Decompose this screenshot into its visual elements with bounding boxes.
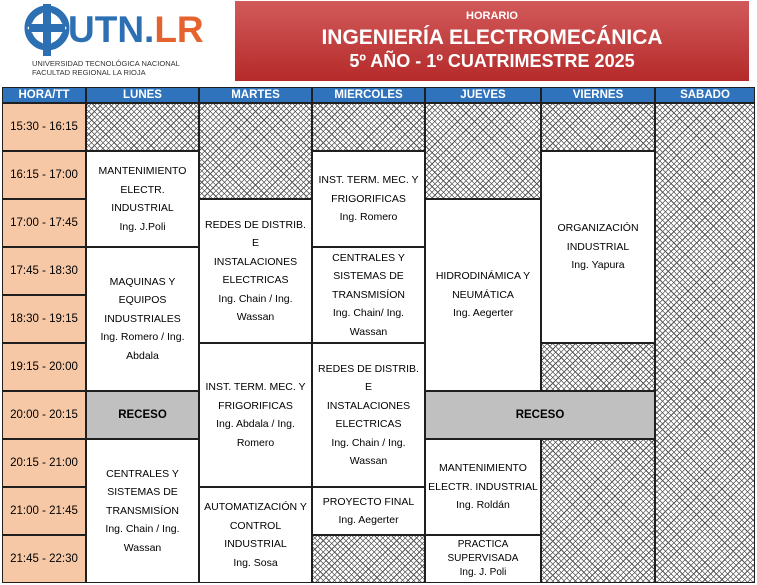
class-line: CONTROL bbox=[229, 519, 282, 532]
empty-slot-jueves bbox=[425, 103, 541, 199]
header-jueves: JUEVES bbox=[425, 87, 541, 103]
time-slot: 21:00 - 21:45 bbox=[2, 487, 86, 535]
class-block-mar-auto bbox=[199, 487, 312, 583]
class-line: CENTRALES Y bbox=[332, 251, 405, 264]
class-block-lun-mant bbox=[86, 151, 199, 247]
empty-slot-miercoles bbox=[312, 535, 425, 583]
logo-subtitle-faculty: FACULTAD REGIONAL LA RIOJA bbox=[32, 68, 146, 77]
class-line: Ing. Chain / Ing. bbox=[331, 436, 406, 449]
receso-block: RECESO bbox=[86, 391, 199, 439]
header-viernes: VIERNES bbox=[541, 87, 655, 103]
class-line: Wassan bbox=[123, 541, 162, 554]
class-block-mie-inst bbox=[312, 151, 425, 247]
time-slot: 15:30 - 16:15 bbox=[2, 103, 86, 151]
empty-slot-viernes bbox=[541, 439, 655, 583]
class-line: Wassan bbox=[349, 325, 388, 338]
class-line: Wassan bbox=[236, 311, 275, 323]
banner-subtitle: 5º AÑO - 1º CUATRIMESTRE 2025 bbox=[349, 51, 635, 71]
banner-title: INGENIERÍA ELECTROMECÁNICA bbox=[321, 26, 663, 49]
class-block-mie-proy bbox=[312, 487, 425, 535]
class-block-mie-cent bbox=[312, 247, 425, 343]
class-line: ELECTR. INDUSTRIAL bbox=[428, 480, 538, 493]
empty-slot-viernes bbox=[541, 103, 655, 151]
class-line: Ing. J.Poli bbox=[119, 220, 166, 233]
class-line: Ing. Roldán bbox=[456, 499, 510, 512]
time-slot: 16:15 - 17:00 bbox=[2, 151, 86, 199]
empty-slot-miercoles bbox=[312, 103, 425, 151]
class-line: INSTALACIONES bbox=[213, 255, 298, 268]
time-slot: 19:15 - 20:00 bbox=[2, 343, 86, 391]
banner-label: HORARIO bbox=[466, 10, 518, 22]
class-line: INST. TERM. MEC. Y bbox=[205, 381, 306, 393]
class-block-jue-mant bbox=[425, 439, 541, 535]
empty-slot-martes bbox=[199, 103, 312, 199]
class-line: Ing. Aegerter bbox=[452, 307, 514, 320]
class-line: EQUIPOS bbox=[118, 294, 167, 307]
class-line: AUTOMATIZACIÓN Y bbox=[204, 501, 307, 513]
class-block-lun-maq bbox=[86, 247, 199, 391]
time-slot: 17:45 - 18:30 bbox=[2, 247, 86, 295]
class-block-vie-org bbox=[541, 151, 655, 343]
class-line: FRIGORIFICAS bbox=[331, 192, 406, 205]
class-line: Ing. Romero bbox=[339, 211, 398, 224]
class-block-mar-redes bbox=[199, 199, 312, 343]
time-slot: 20:00 - 20:15 bbox=[2, 391, 86, 439]
class-line: REDES DE DISTRIB. E bbox=[318, 362, 419, 393]
class-line: HIDRODINÁMICA Y bbox=[435, 270, 531, 283]
class-line: MAQUINAS Y bbox=[109, 275, 176, 288]
time-slot: 21:45 - 22:30 bbox=[2, 535, 86, 583]
class-line: NEUMÁTICA bbox=[452, 288, 514, 301]
header-lunes: LUNES bbox=[86, 87, 199, 103]
class-line: REDES DE DISTRIB. E bbox=[205, 218, 306, 249]
time-slot: 18:30 - 19:15 bbox=[2, 295, 86, 343]
class-line: Ing. Sosa bbox=[233, 556, 278, 569]
class-block-mar-inst bbox=[199, 343, 312, 487]
class-line: PRACTICA bbox=[457, 539, 509, 550]
class-line: Ing. Abdala / Ing. bbox=[216, 418, 295, 430]
header-hour: HORA/TT bbox=[2, 87, 86, 103]
class-line: SISTEMAS DE bbox=[333, 270, 404, 283]
class-line: ORGANIZACIÓN bbox=[557, 222, 639, 235]
class-line: Romero bbox=[236, 436, 275, 449]
class-line: ELECTR. INDUSTRIAL bbox=[111, 183, 174, 214]
class-line: Wassan bbox=[349, 455, 388, 467]
class-line: Ing. Yapura bbox=[571, 259, 625, 272]
class-block-jue-prac bbox=[425, 535, 541, 583]
empty-slot-viernes bbox=[541, 343, 655, 391]
class-block-mie-redes bbox=[312, 343, 425, 487]
class-line: ELECTRICAS bbox=[222, 274, 289, 286]
class-line: Ing. J. Poli bbox=[459, 567, 507, 578]
class-line: INDUSTRIAL bbox=[224, 538, 287, 550]
class-line: INDUSTRIALES bbox=[104, 312, 181, 325]
class-line: SUPERVISADA bbox=[447, 553, 519, 564]
class-line: SISTEMAS DE bbox=[107, 486, 178, 499]
class-line: TRANSMISÍON bbox=[106, 504, 179, 517]
empty-slot-lunes bbox=[86, 103, 199, 151]
class-line: Ing. Romero / Ing. bbox=[100, 331, 185, 344]
empty-slot-sabado bbox=[655, 103, 755, 583]
time-slot: 20:15 - 21:00 bbox=[2, 439, 86, 487]
receso-block-jueves-viernes: RECESO bbox=[425, 391, 655, 439]
class-line: Ing. Aegerter bbox=[338, 514, 399, 526]
class-line: Ing. Chain / Ing. bbox=[218, 292, 293, 305]
header-miercoles: MIERCOLES bbox=[312, 87, 425, 103]
class-line: Ing. Chain / Ing. bbox=[105, 523, 180, 536]
class-line: CENTRALES Y bbox=[106, 467, 179, 480]
class-block-lun-cent bbox=[86, 439, 199, 583]
class-line: MANTENIMIENTO bbox=[98, 165, 187, 177]
class-line: TRANSMISÍON bbox=[332, 288, 405, 301]
class-line: PROYECTO FINAL bbox=[322, 495, 415, 508]
class-line: FRIGORIFICAS bbox=[218, 399, 293, 412]
class-line: Ing. Chain/ Ing. bbox=[332, 307, 405, 320]
class-line: ELECTRICAS bbox=[335, 418, 402, 430]
logo-wordmark: UTN.LR bbox=[68, 9, 204, 50]
class-line: INST. TERM. MEC. Y bbox=[318, 174, 419, 187]
class-line: INSTALACIONES bbox=[326, 399, 411, 412]
class-line: INDUSTRIAL bbox=[566, 240, 630, 253]
time-slot: 17:00 - 17:45 bbox=[2, 199, 86, 247]
logo-subtitle-university: UNIVERSIDAD TECNOLÓGICA NACIONAL bbox=[32, 59, 180, 68]
class-line: Abdala bbox=[126, 349, 159, 362]
header-martes: MARTES bbox=[199, 87, 312, 103]
class-block-jue-hidro bbox=[425, 199, 541, 391]
class-line: MANTENIMIENTO bbox=[439, 462, 527, 475]
header-sabado: SABADO bbox=[655, 87, 755, 103]
